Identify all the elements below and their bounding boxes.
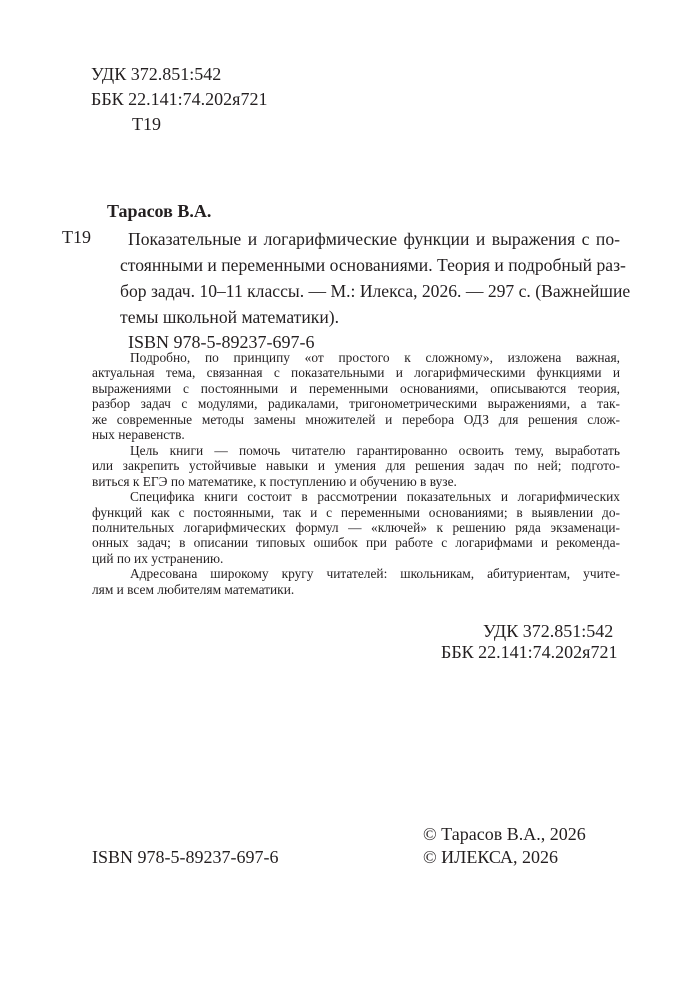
udk-code-bottom: УДК 372.851:542 bbox=[483, 621, 614, 641]
annotation-line: выражениями с постоянными и переменными основаниями, описываются теория, bbox=[92, 380, 620, 396]
isbn: ISBN 978-5-89237-697-6 bbox=[128, 332, 315, 352]
description-line: темы школьной математики). bbox=[120, 307, 340, 327]
annotation-line: Подробно, по принципу «от простого к сложному», изложена важная, bbox=[130, 350, 620, 365]
annotation-line: полнительных логарифмических формул — «ключей» к решению ряда экзаменаци- bbox=[92, 519, 620, 535]
annotation-line: Специфика книги состоит в рассмотрении показательных и логарифмических bbox=[130, 489, 620, 505]
bbk-code-bottom: ББК 22.141:74.202я721 bbox=[441, 642, 618, 662]
annotation-line: ций по их устранению. bbox=[92, 550, 224, 566]
description-line: бор задач. 10–11 классы. — М.: Илекса, 2026. — 297 с. (Важнейшие bbox=[120, 281, 631, 301]
annotation-line: актуальная тема, связанная с показательными и логарифмическими функциями и bbox=[92, 365, 620, 381]
annotation-line: функций как с постоянными, так и с переменными основаниями; в выявлении до- bbox=[92, 504, 620, 520]
annotation-line: разбор задач с модулями, радикалами, тригонометрическими выражениями, а так- bbox=[92, 396, 620, 412]
author-mark-top: Т19 bbox=[132, 114, 161, 134]
annotation-line: или закрепить устойчивые навыки и умения для решения задач по ней; подгото- bbox=[92, 458, 620, 474]
author-name: Тарасов В.А. bbox=[107, 201, 212, 221]
annotation-line: Цель книги — помочь читателю гарантированно освоить тему, выработать bbox=[130, 442, 620, 458]
isbn-footer: ISBN 978-5-89237-697-6 bbox=[92, 847, 279, 867]
description-line: Показательные и логарифмические функции и выражения с по- bbox=[128, 229, 620, 249]
annotation bbox=[92, 350, 620, 597]
annotation-line: виться к ЕГЭ по математике, к поступлению и обучению в вузе. bbox=[92, 473, 457, 489]
annotation-line: Адресована широкому кругу читателей: школьникам, абитуриентам, учите- bbox=[130, 566, 620, 582]
annotation-line: ных неравенств. bbox=[92, 427, 185, 443]
copyright-author: © Тарасов В.А., 2026 bbox=[423, 824, 586, 844]
udk-code-top: УДК 372.851:542 bbox=[91, 64, 222, 84]
author-mark: Т19 bbox=[62, 227, 91, 247]
bbk-code-top: ББК 22.141:74.202я721 bbox=[91, 89, 268, 109]
annotation-line: лям и всем любителям математики. bbox=[92, 581, 295, 597]
bibliographic-description bbox=[120, 226, 631, 330]
annotation-line: же современные методы замены множителей и перебора ОДЗ для решения слож- bbox=[92, 411, 620, 427]
description-line: стоянными и переменными основаниями. Теория и подробный раз- bbox=[120, 255, 626, 275]
annotation-line: онных задач; в описании типовых ошибок при работе с логарифмами и рекоменда- bbox=[92, 535, 620, 551]
copyright-publisher: © ИЛЕКСА, 2026 bbox=[423, 847, 559, 867]
